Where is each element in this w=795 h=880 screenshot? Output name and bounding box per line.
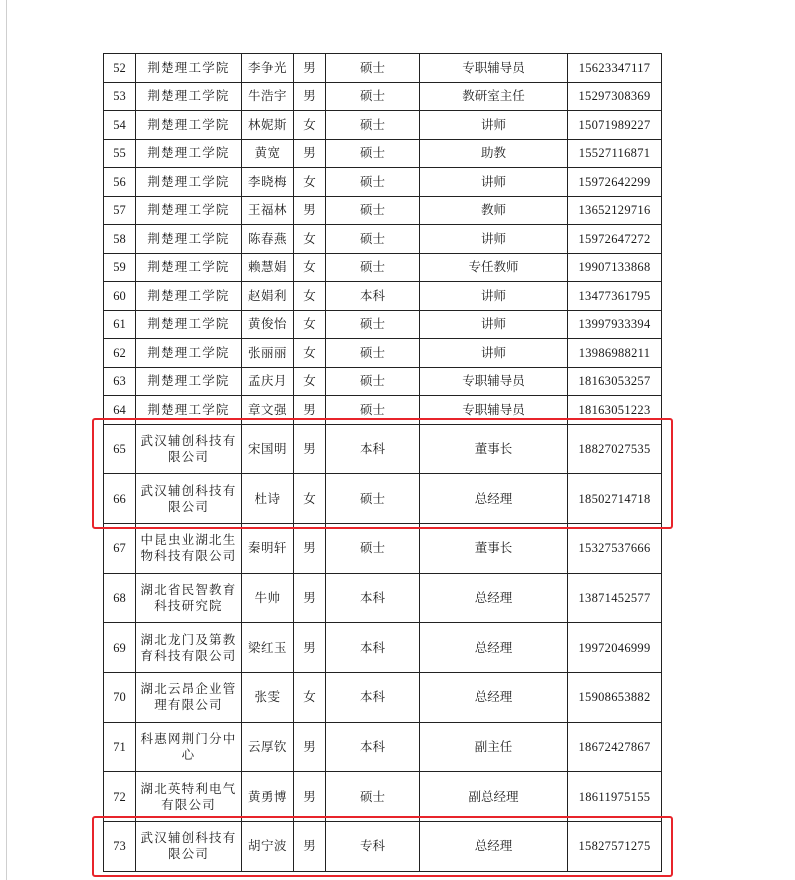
title-cell: 讲师 bbox=[420, 111, 568, 140]
phone-cell: 15623347117 bbox=[568, 54, 662, 83]
gender-cell: 男 bbox=[294, 573, 326, 623]
degree-cell: 硕士 bbox=[326, 474, 420, 524]
highlight-box-rows-65-66 bbox=[92, 418, 673, 529]
row-number: 57 bbox=[104, 196, 136, 225]
gender-cell: 男 bbox=[294, 196, 326, 225]
unit-cell: 武汉辅创科技有限公司 bbox=[136, 822, 242, 872]
table-row bbox=[104, 168, 662, 197]
gender-cell: 女 bbox=[294, 474, 326, 524]
name-cell: 李争光 bbox=[242, 54, 294, 83]
gender-cell: 男 bbox=[294, 82, 326, 111]
gender-cell: 女 bbox=[294, 672, 326, 722]
table-row bbox=[104, 196, 662, 225]
phone-cell: 15297308369 bbox=[568, 82, 662, 111]
phone-cell: 19972046999 bbox=[568, 623, 662, 673]
table-row bbox=[104, 111, 662, 140]
unit-cell: 湖北英特利电气有限公司 bbox=[136, 772, 242, 822]
title-cell: 专职辅导员 bbox=[420, 54, 568, 83]
title-cell: 总经理 bbox=[420, 623, 568, 673]
degree-cell: 硕士 bbox=[326, 139, 420, 168]
name-cell: 赖慧娟 bbox=[242, 253, 294, 282]
gender-cell: 男 bbox=[294, 722, 326, 772]
title-cell: 讲师 bbox=[420, 225, 568, 254]
table-row bbox=[104, 722, 662, 772]
gender-cell: 女 bbox=[294, 367, 326, 396]
title-cell: 专任教师 bbox=[420, 253, 568, 282]
degree-cell: 本科 bbox=[326, 424, 420, 474]
row-number: 68 bbox=[104, 573, 136, 623]
name-cell: 宋国明 bbox=[242, 424, 294, 474]
phone-cell: 18611975155 bbox=[568, 772, 662, 822]
gender-cell: 男 bbox=[294, 139, 326, 168]
name-cell: 黄勇博 bbox=[242, 772, 294, 822]
gender-cell: 男 bbox=[294, 822, 326, 872]
gender-cell: 女 bbox=[294, 111, 326, 140]
degree-cell: 硕士 bbox=[326, 523, 420, 573]
unit-cell: 科惠网荆门分中心 bbox=[136, 722, 242, 772]
title-cell: 专职辅导员 bbox=[420, 396, 568, 425]
name-cell: 黄宽 bbox=[242, 139, 294, 168]
table-row bbox=[104, 253, 662, 282]
name-cell: 林妮斯 bbox=[242, 111, 294, 140]
phone-cell: 15908653882 bbox=[568, 672, 662, 722]
title-cell: 副总经理 bbox=[420, 772, 568, 822]
gender-cell: 女 bbox=[294, 168, 326, 197]
name-cell: 秦明轩 bbox=[242, 523, 294, 573]
table-row bbox=[104, 672, 662, 722]
highlight-box-row-73 bbox=[92, 816, 673, 877]
table-row bbox=[104, 367, 662, 396]
phone-cell: 13871452577 bbox=[568, 573, 662, 623]
row-number: 65 bbox=[104, 424, 136, 474]
phone-cell: 15071989227 bbox=[568, 111, 662, 140]
gender-cell: 男 bbox=[294, 396, 326, 425]
title-cell: 董事长 bbox=[420, 424, 568, 474]
phone-cell: 13997933394 bbox=[568, 310, 662, 339]
phone-cell: 15972642299 bbox=[568, 168, 662, 197]
gender-cell: 男 bbox=[294, 424, 326, 474]
gender-cell: 男 bbox=[294, 772, 326, 822]
row-number: 56 bbox=[104, 168, 136, 197]
title-cell: 总经理 bbox=[420, 672, 568, 722]
degree-cell: 硕士 bbox=[326, 168, 420, 197]
degree-cell: 本科 bbox=[326, 573, 420, 623]
unit-cell: 荆楚理工学院 bbox=[136, 168, 242, 197]
row-number: 67 bbox=[104, 523, 136, 573]
unit-cell: 荆楚理工学院 bbox=[136, 82, 242, 111]
gender-cell: 男 bbox=[294, 54, 326, 83]
table-row bbox=[104, 772, 662, 822]
unit-cell: 武汉辅创科技有限公司 bbox=[136, 474, 242, 524]
row-number: 58 bbox=[104, 225, 136, 254]
degree-cell: 硕士 bbox=[326, 54, 420, 83]
table-row bbox=[104, 139, 662, 168]
degree-cell: 硕士 bbox=[326, 253, 420, 282]
degree-cell: 本科 bbox=[326, 623, 420, 673]
phone-cell: 15527116871 bbox=[568, 139, 662, 168]
title-cell: 讲师 bbox=[420, 168, 568, 197]
unit-cell: 荆楚理工学院 bbox=[136, 310, 242, 339]
title-cell: 讲师 bbox=[420, 339, 568, 368]
unit-cell: 荆楚理工学院 bbox=[136, 339, 242, 368]
degree-cell: 硕士 bbox=[326, 367, 420, 396]
phone-cell: 18163051223 bbox=[568, 396, 662, 425]
title-cell: 讲师 bbox=[420, 310, 568, 339]
gender-cell: 女 bbox=[294, 310, 326, 339]
unit-cell: 荆楚理工学院 bbox=[136, 396, 242, 425]
unit-cell: 荆楚理工学院 bbox=[136, 54, 242, 83]
gender-cell: 女 bbox=[294, 339, 326, 368]
row-number: 69 bbox=[104, 623, 136, 673]
name-cell: 孟庆月 bbox=[242, 367, 294, 396]
title-cell: 总经理 bbox=[420, 474, 568, 524]
name-cell: 云厚钦 bbox=[242, 722, 294, 772]
degree-cell: 本科 bbox=[326, 672, 420, 722]
row-number: 54 bbox=[104, 111, 136, 140]
gender-cell: 男 bbox=[294, 623, 326, 673]
title-cell: 董事长 bbox=[420, 523, 568, 573]
page-left-edge bbox=[6, 0, 7, 880]
degree-cell: 本科 bbox=[326, 282, 420, 311]
table-row bbox=[104, 339, 662, 368]
row-number: 60 bbox=[104, 282, 136, 311]
title-cell: 教研室主任 bbox=[420, 82, 568, 111]
row-number: 66 bbox=[104, 474, 136, 524]
gender-cell: 女 bbox=[294, 225, 326, 254]
degree-cell: 硕士 bbox=[326, 111, 420, 140]
unit-cell: 湖北云昂企业管理有限公司 bbox=[136, 672, 242, 722]
unit-cell: 湖北龙门及第教育科技有限公司 bbox=[136, 623, 242, 673]
title-cell: 讲师 bbox=[420, 282, 568, 311]
degree-cell: 硕士 bbox=[326, 310, 420, 339]
unit-cell: 中昆虫业湖北生物科技有限公司 bbox=[136, 523, 242, 573]
phone-cell: 13477361795 bbox=[568, 282, 662, 311]
name-cell: 牛帅 bbox=[242, 573, 294, 623]
phone-cell: 15827571275 bbox=[568, 822, 662, 872]
row-number: 55 bbox=[104, 139, 136, 168]
unit-cell: 荆楚理工学院 bbox=[136, 196, 242, 225]
row-number: 62 bbox=[104, 339, 136, 368]
name-cell: 杜诗 bbox=[242, 474, 294, 524]
title-cell: 总经理 bbox=[420, 822, 568, 872]
table-row bbox=[104, 54, 662, 83]
row-number: 52 bbox=[104, 54, 136, 83]
name-cell: 李晓梅 bbox=[242, 168, 294, 197]
phone-cell: 18163053257 bbox=[568, 367, 662, 396]
title-cell: 专职辅导员 bbox=[420, 367, 568, 396]
phone-cell: 19907133868 bbox=[568, 253, 662, 282]
name-cell: 胡宁波 bbox=[242, 822, 294, 872]
table-row bbox=[104, 523, 662, 573]
name-cell: 牛浩宇 bbox=[242, 82, 294, 111]
phone-cell: 13652129716 bbox=[568, 196, 662, 225]
degree-cell: 硕士 bbox=[326, 396, 420, 425]
row-number: 72 bbox=[104, 772, 136, 822]
name-cell: 赵娟利 bbox=[242, 282, 294, 311]
table-row bbox=[104, 623, 662, 673]
table-row bbox=[104, 225, 662, 254]
row-number: 73 bbox=[104, 822, 136, 872]
table-row bbox=[104, 310, 662, 339]
row-number: 53 bbox=[104, 82, 136, 111]
title-cell: 助教 bbox=[420, 139, 568, 168]
degree-cell: 硕士 bbox=[326, 196, 420, 225]
degree-cell: 硕士 bbox=[326, 772, 420, 822]
name-cell: 黄俊怡 bbox=[242, 310, 294, 339]
title-cell: 教师 bbox=[420, 196, 568, 225]
unit-cell: 荆楚理工学院 bbox=[136, 139, 242, 168]
unit-cell: 武汉辅创科技有限公司 bbox=[136, 424, 242, 474]
phone-cell: 18827027535 bbox=[568, 424, 662, 474]
name-cell: 陈春燕 bbox=[242, 225, 294, 254]
name-cell: 张丽丽 bbox=[242, 339, 294, 368]
degree-cell: 专科 bbox=[326, 822, 420, 872]
degree-cell: 硕士 bbox=[326, 339, 420, 368]
phone-cell: 15327537666 bbox=[568, 523, 662, 573]
table-row bbox=[104, 573, 662, 623]
gender-cell: 女 bbox=[294, 253, 326, 282]
phone-cell: 18672427867 bbox=[568, 722, 662, 772]
phone-cell: 15972647272 bbox=[568, 225, 662, 254]
row-number: 59 bbox=[104, 253, 136, 282]
row-number: 64 bbox=[104, 396, 136, 425]
table-row bbox=[104, 82, 662, 111]
unit-cell: 荆楚理工学院 bbox=[136, 367, 242, 396]
row-number: 61 bbox=[104, 310, 136, 339]
title-cell: 副主任 bbox=[420, 722, 568, 772]
name-cell: 王福林 bbox=[242, 196, 294, 225]
table-row bbox=[104, 282, 662, 311]
unit-cell: 荆楚理工学院 bbox=[136, 111, 242, 140]
name-cell: 章文强 bbox=[242, 396, 294, 425]
row-number: 63 bbox=[104, 367, 136, 396]
unit-cell: 湖北省民智教育科技研究院 bbox=[136, 573, 242, 623]
unit-cell: 荆楚理工学院 bbox=[136, 253, 242, 282]
name-cell: 梁红玉 bbox=[242, 623, 294, 673]
row-number: 70 bbox=[104, 672, 136, 722]
degree-cell: 本科 bbox=[326, 722, 420, 772]
degree-cell: 硕士 bbox=[326, 225, 420, 254]
degree-cell: 硕士 bbox=[326, 82, 420, 111]
title-cell: 总经理 bbox=[420, 573, 568, 623]
phone-cell: 13986988211 bbox=[568, 339, 662, 368]
gender-cell: 女 bbox=[294, 282, 326, 311]
phone-cell: 18502714718 bbox=[568, 474, 662, 524]
unit-cell: 荆楚理工学院 bbox=[136, 282, 242, 311]
name-cell: 张雯 bbox=[242, 672, 294, 722]
gender-cell: 男 bbox=[294, 523, 326, 573]
row-number: 71 bbox=[104, 722, 136, 772]
unit-cell: 荆楚理工学院 bbox=[136, 225, 242, 254]
